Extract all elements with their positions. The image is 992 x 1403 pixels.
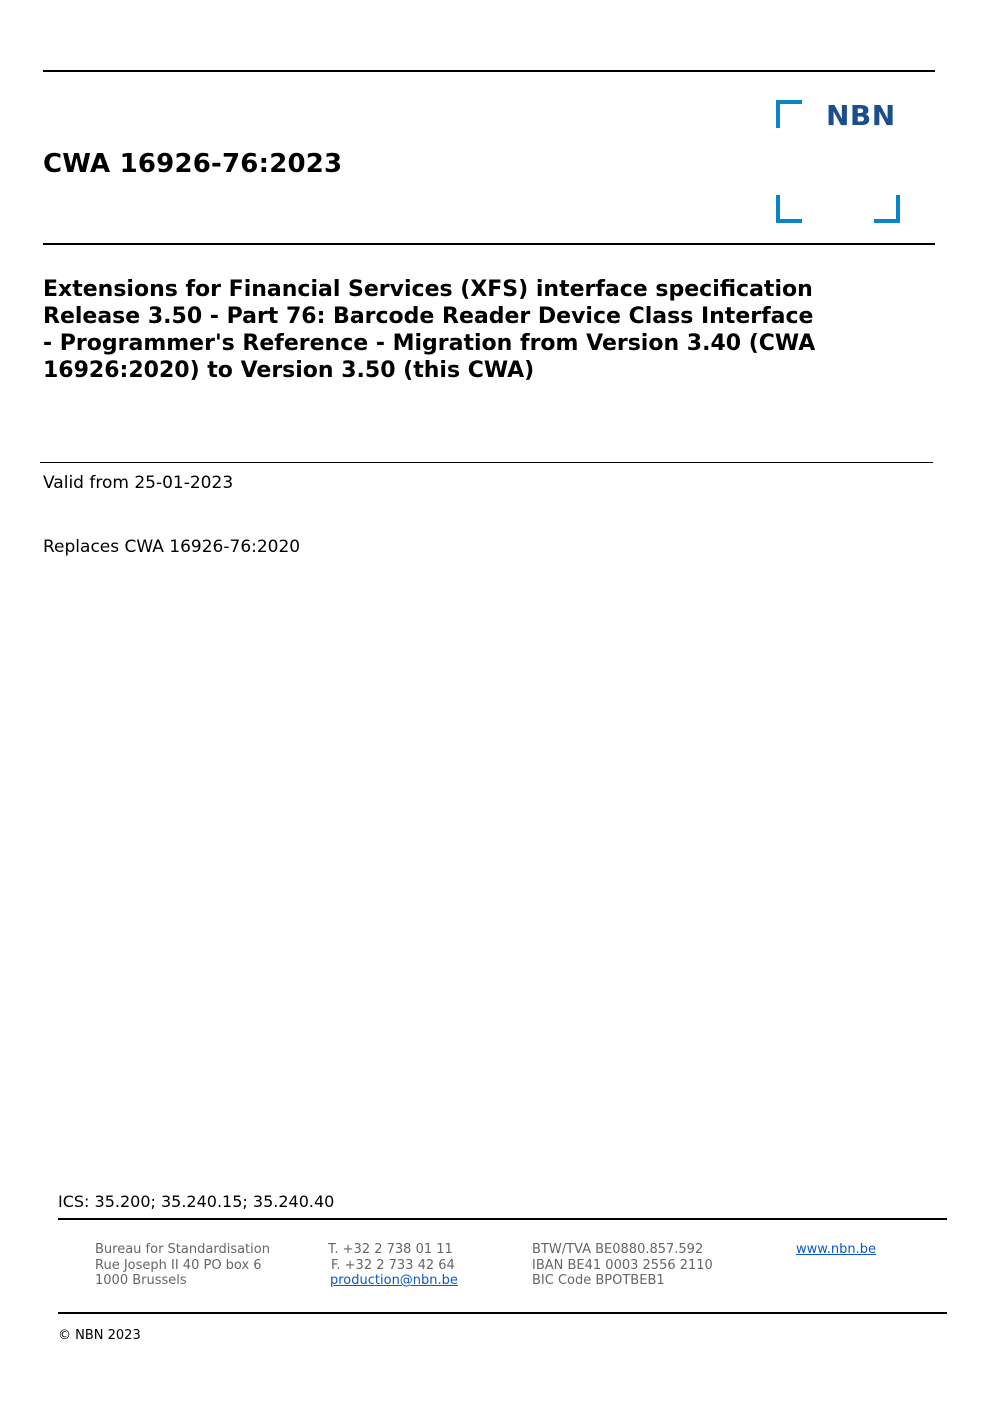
logo-corner-bottom-right-icon <box>872 195 900 223</box>
title-line: Release 3.50 - Part 76: Barcode Reader Device Class Interface <box>43 304 814 329</box>
nbn-logo <box>776 100 902 226</box>
logo-corner-bottom-left-icon <box>776 195 804 223</box>
replaces: Replaces CWA 16926-76:2020 <box>43 537 301 557</box>
fax-number: F. +32 2 733 42 64 <box>331 1257 455 1273</box>
address-line: Rue Joseph II 40 PO box 6 <box>95 1257 262 1273</box>
title-line: Extensions for Financial Services (XFS) interface specification <box>43 277 813 302</box>
document-code: CWA 16926-76:2023 <box>43 149 343 179</box>
iban: IBAN BE41 0003 2556 2110 <box>532 1257 713 1273</box>
bic-code: BIC Code BPOTBEB1 <box>532 1273 665 1288</box>
title-line: 16926:2020) to Version 3.50 (this CWA) <box>43 358 535 383</box>
footer-website <box>796 1242 876 1258</box>
phone-number: T. +32 2 738 01 11 <box>328 1242 453 1257</box>
footer-address <box>95 1242 270 1289</box>
footer-bank <box>532 1242 713 1289</box>
copyright: © NBN 2023 <box>58 1328 141 1343</box>
footer-contact <box>328 1242 458 1289</box>
valid-from: Valid from 25-01-2023 <box>43 473 234 493</box>
footer-bottom-rule <box>58 1312 947 1314</box>
header-rule <box>43 243 935 245</box>
logo-corner-top-left-icon <box>776 100 804 128</box>
address-line: Bureau for Standardisation <box>95 1242 270 1257</box>
title-line: - Programmer's Reference - Migration from Version 3.40 (CWA <box>43 331 816 356</box>
logo-text: NBN <box>826 99 896 132</box>
email-link[interactable]: production@nbn.be <box>330 1273 458 1288</box>
vat-number: BTW/TVA BE0880.857.592 <box>532 1242 704 1257</box>
document-title <box>43 276 903 384</box>
address-line: 1000 Brussels <box>95 1273 187 1288</box>
title-rule <box>40 462 933 463</box>
ics-codes: ICS: 35.200; 35.240.15; 35.240.40 <box>58 1192 335 1211</box>
top-rule <box>43 70 935 72</box>
website-link[interactable]: www.nbn.be <box>796 1242 876 1257</box>
footer-top-rule <box>58 1218 947 1220</box>
